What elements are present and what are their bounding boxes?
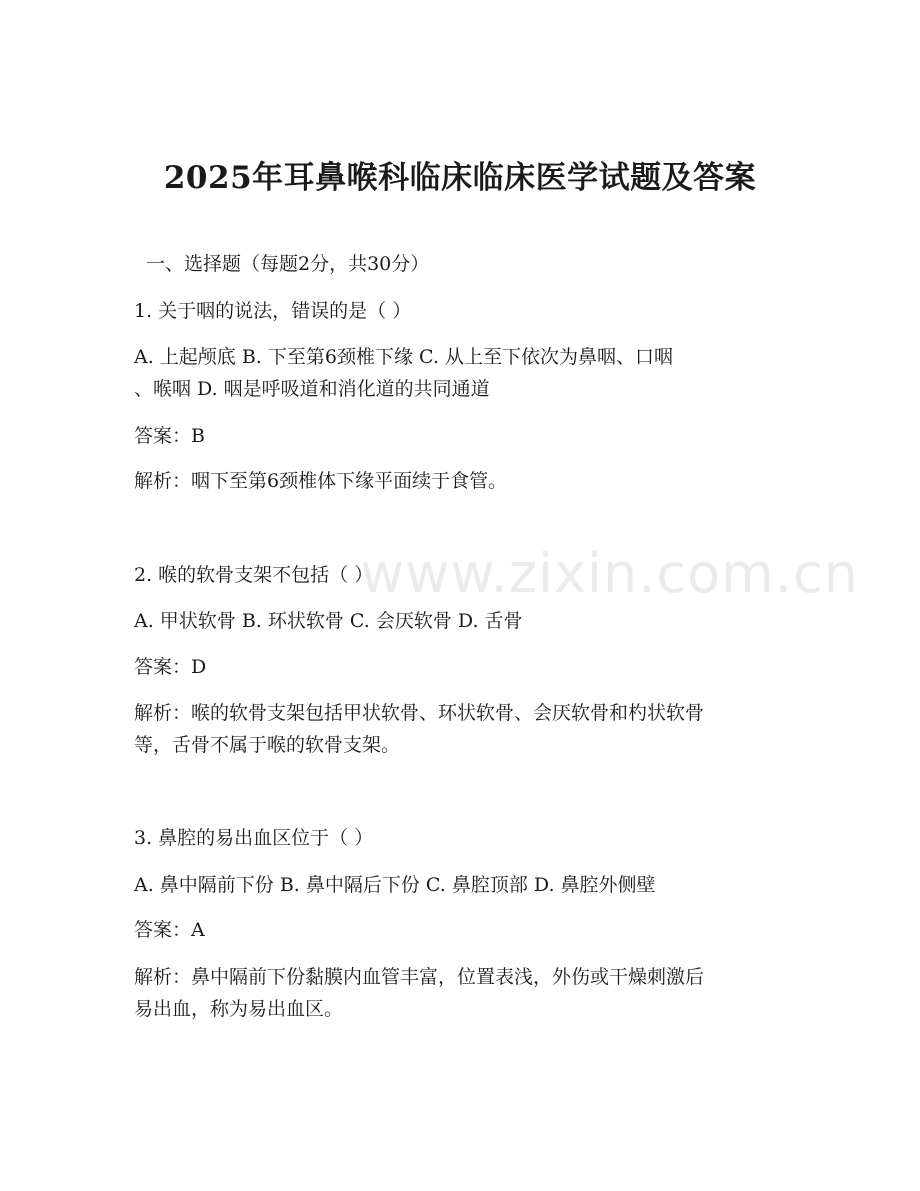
answer-text: 答案：A <box>134 919 205 941</box>
document-title: 2025年耳鼻喉科临床临床医学试题及答案 <box>163 160 757 196</box>
analysis-text: 解析：喉的软骨支架包括甲状软骨、环状软骨、会厌软骨和杓状软骨 <box>134 702 705 724</box>
question-options: A. 上起颅底 B. 下至第6颈椎下缘 C. 从上至下依次为鼻咽、口咽 <box>134 346 673 368</box>
answer-text: 答案：B <box>134 425 205 447</box>
question-stem: 3. 鼻腔的易出血区位于（ ） <box>134 827 374 849</box>
question-stem: 2. 喉的软骨支架不包括（ ） <box>134 564 374 586</box>
section-heading: 一、选择题（每题2分，共30分） <box>146 253 430 275</box>
question-options: A. 鼻中隔前下份 B. 鼻中隔后下份 C. 鼻腔顶部 D. 鼻腔外侧壁 <box>134 874 656 896</box>
watermark: www.zixin.com.cn <box>360 542 859 605</box>
question-options: A. 甲状软骨 B. 环状软骨 C. 会厌软骨 D. 舌骨 <box>134 610 523 632</box>
analysis-text-continued: 等，舌骨不属于喉的软骨支架。 <box>134 734 401 756</box>
question-stem: 1. 关于咽的说法，错误的是（ ） <box>134 300 412 322</box>
answer-text: 答案：D <box>134 656 207 678</box>
question-options-continued: 、喉咽 D. 咽是呼吸道和消化道的共同通道 <box>134 378 490 400</box>
analysis-text-continued: 易出血，称为易出血区。 <box>134 998 344 1020</box>
analysis-text: 解析：鼻中隔前下份黏膜内血管丰富，位置表浅，外伤或干燥刺激后 <box>134 966 705 988</box>
analysis-text: 解析：咽下至第6颈椎体下缘平面续于食管。 <box>134 470 508 492</box>
